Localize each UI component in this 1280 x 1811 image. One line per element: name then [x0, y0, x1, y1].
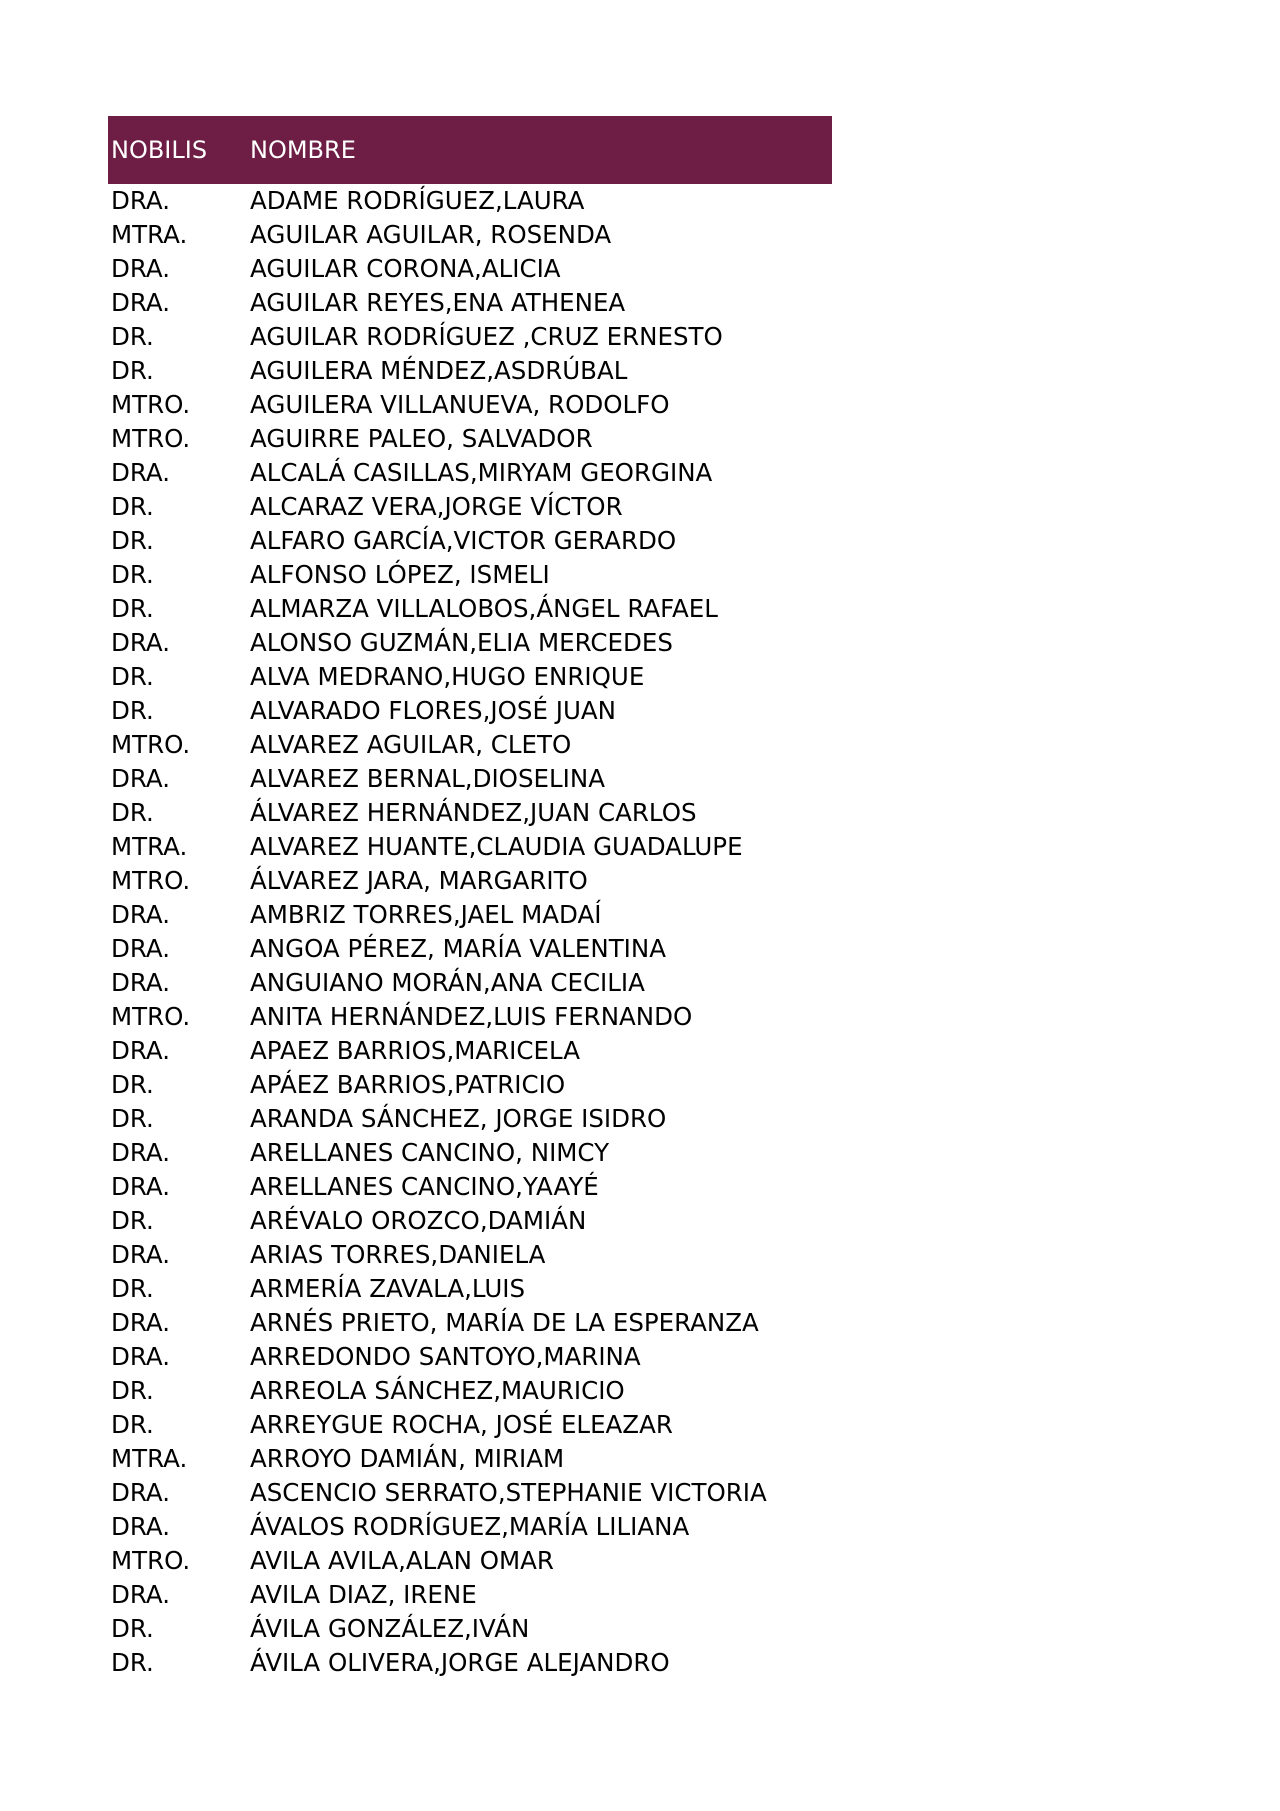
table-row	[108, 1102, 832, 1136]
row-name: AMBRIZ TORRES,JAEL MADAÍ	[250, 900, 602, 929]
row-title: DR.	[111, 1274, 154, 1303]
row-name: ÁLVAREZ HERNÁNDEZ,JUAN CARLOS	[250, 798, 697, 827]
row-title: DR.	[111, 1614, 154, 1643]
row-title: DR.	[111, 798, 154, 827]
row-title: DRA.	[111, 1512, 171, 1541]
table-row	[108, 1544, 832, 1578]
row-title: DR.	[111, 560, 154, 589]
table-row	[108, 1272, 832, 1306]
table-row	[108, 1646, 832, 1680]
row-name: AGUILAR CORONA,ALICIA	[250, 254, 561, 283]
table-row	[108, 524, 832, 558]
row-title: DRA.	[111, 900, 171, 929]
row-title: DR.	[111, 1410, 154, 1439]
row-name: ARANDA SÁNCHEZ, JORGE ISIDRO	[250, 1104, 667, 1133]
table-row	[108, 830, 832, 864]
table-body	[108, 184, 832, 1680]
row-name: AVILA DIAZ, IRENE	[250, 1580, 477, 1609]
row-title: DR.	[111, 492, 154, 521]
table-row	[108, 320, 832, 354]
table-row	[108, 218, 832, 252]
row-name: ALFONSO LÓPEZ, ISMELI	[250, 560, 550, 589]
row-name: ÁVILA OLIVERA,JORGE ALEJANDRO	[250, 1648, 670, 1677]
row-name: ALVA MEDRANO,HUGO ENRIQUE	[250, 662, 645, 691]
row-name: AGUILAR RODRÍGUEZ ,CRUZ ERNESTO	[250, 322, 723, 351]
table-row	[108, 1612, 832, 1646]
row-name: AGUIRRE PALEO, SALVADOR	[250, 424, 593, 453]
row-name: AGUILERA VILLANUEVA, RODOLFO	[250, 390, 670, 419]
row-title: DRA.	[111, 458, 171, 487]
row-title: DRA.	[111, 1580, 171, 1609]
row-name: ARELLANES CANCINO, NIMCY	[250, 1138, 610, 1167]
table-row	[108, 1578, 832, 1612]
row-name: ANGUIANO MORÁN,ANA CECILIA	[250, 968, 645, 997]
table-row	[108, 796, 832, 830]
row-title: DRA.	[111, 254, 171, 283]
row-name: ALMARZA VILLALOBOS,ÁNGEL RAFAEL	[250, 594, 718, 623]
table-row	[108, 1340, 832, 1374]
row-title: DR.	[111, 322, 154, 351]
header-nombre: NOMBRE	[250, 136, 356, 164]
row-title: DRA.	[111, 1138, 171, 1167]
table-row	[108, 1238, 832, 1272]
table-row	[108, 1510, 832, 1544]
row-name: ARIAS TORRES,DANIELA	[250, 1240, 546, 1269]
row-title: DRA.	[111, 186, 171, 215]
table-row	[108, 660, 832, 694]
table-row	[108, 490, 832, 524]
row-name: AGUILAR AGUILAR, ROSENDA	[250, 220, 612, 249]
row-name: AVILA AVILA,ALAN OMAR	[250, 1546, 554, 1575]
row-name: APAEZ BARRIOS,MARICELA	[250, 1036, 580, 1065]
table-row	[108, 864, 832, 898]
row-title: DR.	[111, 662, 154, 691]
row-title: DR.	[111, 1206, 154, 1235]
row-name: ARMERÍA ZAVALA,LUIS	[250, 1274, 526, 1303]
row-title: DRA.	[111, 1342, 171, 1371]
row-title: DRA.	[111, 1478, 171, 1507]
row-name: ÁVILA GONZÁLEZ,IVÁN	[250, 1614, 530, 1643]
header-nobilis: NOBILIS	[111, 136, 208, 164]
row-title: DRA.	[111, 1308, 171, 1337]
row-title: DRA.	[111, 968, 171, 997]
row-title: DRA.	[111, 934, 171, 963]
row-name: ALONSO GUZMÁN,ELIA MERCEDES	[250, 628, 673, 657]
row-title: DRA.	[111, 1240, 171, 1269]
row-title: DRA.	[111, 764, 171, 793]
row-name: ARELLANES CANCINO,YAAYÉ	[250, 1172, 599, 1201]
row-name: ARNÉS PRIETO, MARÍA DE LA ESPERANZA	[250, 1308, 759, 1337]
row-name: ALVAREZ BERNAL,DIOSELINA	[250, 764, 605, 793]
row-title: DR.	[111, 356, 154, 385]
row-name: ADAME RODRÍGUEZ,LAURA	[250, 186, 585, 215]
table-row	[108, 354, 832, 388]
table-row	[108, 762, 832, 796]
table-row	[108, 932, 832, 966]
table-row	[108, 184, 832, 218]
row-name: AGUILERA MÉNDEZ,ASDRÚBAL	[250, 356, 628, 385]
row-name: ALVARADO FLORES,JOSÉ JUAN	[250, 696, 616, 725]
row-title: DR.	[111, 1648, 154, 1677]
row-name: ANITA HERNÁNDEZ,LUIS FERNANDO	[250, 1002, 693, 1031]
table-row	[108, 252, 832, 286]
table-row	[108, 1170, 832, 1204]
row-name: ARROYO DAMIÁN, MIRIAM	[250, 1444, 565, 1473]
row-title: DR.	[111, 594, 154, 623]
row-title: MTRA.	[111, 220, 188, 249]
table-row	[108, 1374, 832, 1408]
row-name: ÁLVAREZ JARA, MARGARITO	[250, 866, 588, 895]
row-title: DRA.	[111, 288, 171, 317]
table-row	[108, 1068, 832, 1102]
table-row	[108, 558, 832, 592]
row-name: ANGOA PÉREZ, MARÍA VALENTINA	[250, 934, 666, 963]
table-row	[108, 1204, 832, 1238]
table-row	[108, 286, 832, 320]
row-title: MTRO.	[111, 730, 191, 759]
table-row	[108, 1000, 832, 1034]
row-title: MTRO.	[111, 1002, 191, 1031]
table-header	[108, 116, 832, 184]
table-row	[108, 592, 832, 626]
row-name: ALCALÁ CASILLAS,MIRYAM GEORGINA	[250, 458, 713, 487]
row-name: APÁEZ BARRIOS,PATRICIO	[250, 1070, 566, 1099]
table-row	[108, 966, 832, 1000]
row-title: DR.	[111, 1376, 154, 1405]
row-title: DRA.	[111, 1172, 171, 1201]
row-title: MTRA.	[111, 1444, 188, 1473]
table-row	[108, 1306, 832, 1340]
row-name: ALFARO GARCÍA,VICTOR GERARDO	[250, 526, 677, 555]
row-name: ASCENCIO SERRATO,STEPHANIE VICTORIA	[250, 1478, 767, 1507]
row-name: ARREOLA SÁNCHEZ,MAURICIO	[250, 1376, 625, 1405]
table-row	[108, 1136, 832, 1170]
row-title: DR.	[111, 1104, 154, 1133]
row-name: ARREDONDO SANTOYO,MARINA	[250, 1342, 641, 1371]
row-name: ALVAREZ HUANTE,CLAUDIA GUADALUPE	[250, 832, 743, 861]
table-row	[108, 694, 832, 728]
table-row	[108, 1442, 832, 1476]
table-row	[108, 388, 832, 422]
row-name: ARREYGUE ROCHA, JOSÉ ELEAZAR	[250, 1410, 673, 1439]
table-row	[108, 1408, 832, 1442]
row-title: MTRO.	[111, 866, 191, 895]
table-row	[108, 1476, 832, 1510]
row-title: MTRO.	[111, 1546, 191, 1575]
row-name: ALCARAZ VERA,JORGE VÍCTOR	[250, 492, 623, 521]
row-title: MTRO.	[111, 390, 191, 419]
row-title: DR.	[111, 696, 154, 725]
row-title: MTRO.	[111, 424, 191, 453]
table-row	[108, 898, 832, 932]
table-row	[108, 728, 832, 762]
row-name: ÁVALOS RODRÍGUEZ,MARÍA LILIANA	[250, 1512, 690, 1541]
row-name: ARÉVALO OROZCO,DAMIÁN	[250, 1206, 587, 1235]
row-title: DR.	[111, 526, 154, 555]
table-row	[108, 1034, 832, 1068]
table-row	[108, 456, 832, 490]
row-title: DR.	[111, 1070, 154, 1099]
row-name: AGUILAR REYES,ENA ATHENEA	[250, 288, 626, 317]
table-row	[108, 626, 832, 660]
members-table	[108, 116, 832, 1680]
table-row	[108, 422, 832, 456]
row-title: DRA.	[111, 1036, 171, 1065]
row-title: MTRA.	[111, 832, 188, 861]
row-title: DRA.	[111, 628, 171, 657]
row-name: ALVAREZ AGUILAR, CLETO	[250, 730, 572, 759]
